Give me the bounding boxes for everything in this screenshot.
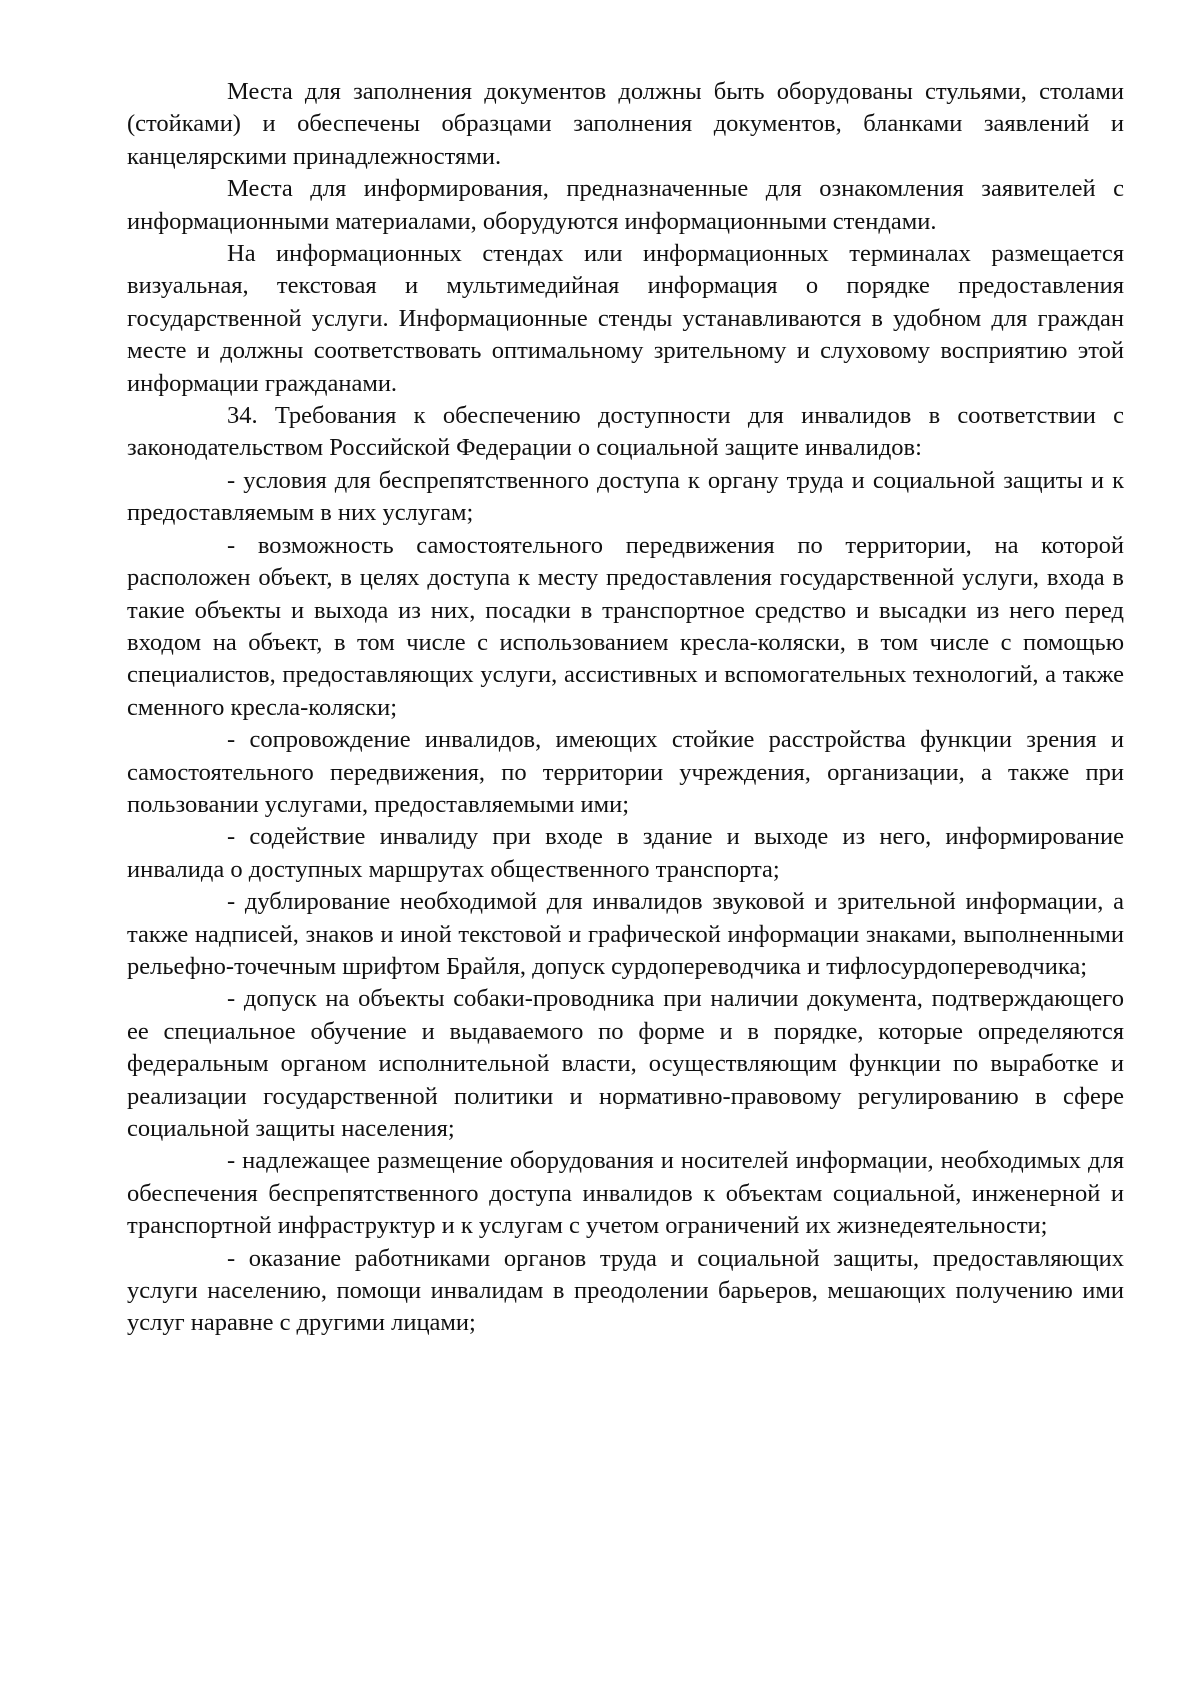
- list-item: - возможность самостоятельного передвижения по территории, на которой расположен объект, в целях доступа к месту предоставления государственной услуги, входа в такие объекты и выхода из них, посадки в транспортное средство и высадки из него перед входом на объект, в том числе с использованием кресла-коляски, в том числе с помощью специалистов, предоставляющих услуги, ассистивных и вспомогательных технологий, а также сменного кресла-коляски;: [127, 531, 1124, 721]
- list-item: - оказание работниками органов труда и социальной защиты, предоставляющих услуги населению, помощи инвалидам в преодолении барьеров, мешающих получению ими услуг наравне с другими лицами;: [127, 1244, 1124, 1337]
- document-body: [127, 76, 1124, 1340]
- list-item: - сопровождение инвалидов, имеющих стойкие расстройства функции зрения и самостоятельного передвижения, по территории учреждения, организации, а также при пользовании услугами, предоставляемыми ими;: [127, 726, 1124, 818]
- paragraph-information-stands: На информационных стендах или информационных терминалах размещается визуальная, текстовая и мультимедийная информация о порядке предоставления государственной услуги. Информационные стенды устанавливаются в удобном для граждан месте и должны соответствовать оптимальному зрительному и слуховому восприятию этой информации гражданами.: [127, 240, 1124, 397]
- list-item: - условия для беспрепятственного доступа к органу труда и социальной защиты и к предоставляемым в них услугам;: [127, 466, 1124, 527]
- paragraph-section-34: 34. Требования к обеспечению доступности для инвалидов в соответствии с законодательством Российской Федерации о социальной защите инвалидов:: [127, 402, 1124, 462]
- list-item: - допуск на объекты собаки-проводника при наличии документа, подтверждающего ее специальное обучение и выдаваемого по форме и в порядке, которые определяются федеральным органом исполнительной власти, осуществляющим функции по выработке и реализации государственной политики и нормативно-правовому регулированию в сфере социальной защиты населения;: [127, 985, 1124, 1142]
- list-item: - содействие инвалиду при входе в здание и выходе из него, информирование инвалида о доступных маршрутах общественного транспорта;: [127, 823, 1124, 883]
- paragraph-workplaces: Места для заполнения документов должны быть оборудованы стульями, столами (стойками) и обеспечены образцами заполнения документов, бланками заявлений и канцелярскими принадлежностями.: [127, 78, 1124, 170]
- list-item: - надлежащее размещение оборудования и носителей информации, необходимых для обеспечения беспрепятственного доступа инвалидов к объектам социальной, инженерной и транспортной инфраструктур и к услугам с учетом ограничений их жизнедеятельности;: [127, 1147, 1124, 1240]
- paragraph-information-places: Места для информирования, предназначенные для ознакомления заявителей с информационными материалами, оборудуются информационными стендами.: [127, 175, 1124, 235]
- list-item: - дублирование необходимой для инвалидов звуковой и зрительной информации, а также надписей, знаков и иной текстовой и графической информации знаками, выполненными рельефно-точечным шрифтом Брайля, допуск сурдопереводчика и тифлосурдопереводчика;: [127, 888, 1124, 980]
